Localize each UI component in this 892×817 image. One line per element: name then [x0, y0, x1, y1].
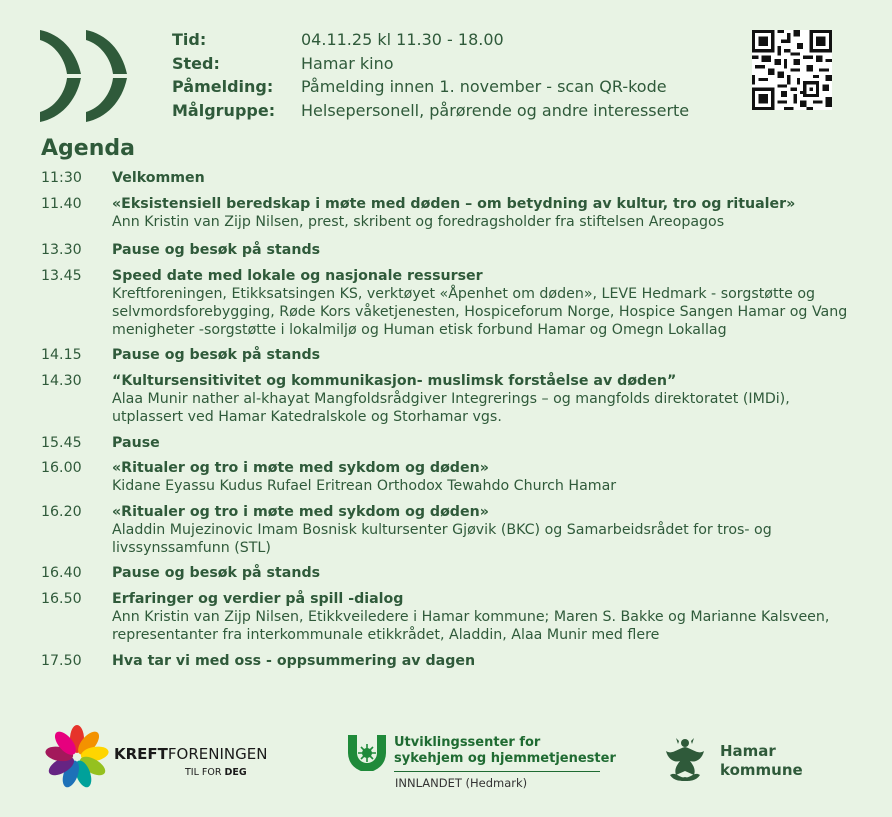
agenda-content	[112, 170, 851, 188]
agenda-item	[41, 591, 851, 644]
agenda-content	[112, 591, 851, 644]
agenda-content	[112, 565, 851, 583]
agenda-time: 11:30	[41, 170, 82, 186]
agenda-heading: Agenda	[41, 136, 135, 161]
kreftforeningen-logo-text: KREFTFORENINGEN	[114, 745, 268, 763]
agenda-item	[41, 435, 851, 453]
agenda-item	[41, 170, 851, 188]
agenda-description: Ann Kristin van Zijp Nilsen, prest, skribent og foredragsholder fra stiftelsen Areopagos	[112, 213, 725, 230]
agenda-title: Pause og besøk på stands	[112, 565, 321, 582]
agenda-title: «Ritualer og tro i møte med sykdom og døden»	[112, 460, 489, 477]
info-label: Sted:	[172, 53, 220, 73]
agenda-title: Speed date med lokale og nasjonale ressurser	[112, 268, 483, 285]
info-label: Tid:	[172, 30, 207, 49]
agenda-time: 13.45	[41, 268, 82, 285]
agenda-time: 15.45	[41, 434, 82, 451]
agenda-time: 16.20	[41, 503, 82, 520]
agenda-item	[41, 504, 851, 557]
event-logo-mark	[40, 30, 132, 122]
agenda-title: Pause og besøk på stands	[112, 347, 321, 364]
agenda-item	[41, 565, 851, 583]
info-value: Helsepersonell, pårørende og andre interesserte	[301, 100, 690, 120]
agenda-title: Velkommen	[112, 170, 205, 186]
agenda-title: “Kultursensitivitet og kommunikasjon- muslimsk forståelse av døden”	[112, 373, 677, 390]
agenda-content	[112, 268, 851, 339]
agenda-description: Ann Kristin van Zijp Nilsen, Etikkveiledere i Hamar kommune; Maren S. Bakke og Marianne Kalsveen, representanter fra interkommunale etikkrådet, Aladdin, Alaa Munir med flere	[112, 608, 830, 643]
agenda-content	[112, 460, 851, 496]
info-value: Hamar kino	[301, 53, 394, 73]
agenda-item	[41, 196, 851, 232]
info-row-place	[172, 52, 689, 76]
kreftforeningen-flower-icon	[44, 724, 110, 790]
agenda-description: Kidane Eyassu Kudus Rufael Eritrean Orthodox Tewahdo Church Hamar	[112, 478, 617, 495]
agenda-list	[41, 170, 851, 670]
agenda-time: 17.50	[41, 652, 82, 669]
agenda-time: 14.15	[41, 347, 82, 364]
agenda-title: Pause	[112, 434, 160, 451]
qr-code[interactable]	[752, 30, 832, 110]
agenda-item	[41, 268, 851, 339]
event-info	[172, 28, 689, 122]
agenda-time: 16.40	[41, 565, 82, 582]
agenda-item	[41, 242, 851, 260]
kreftforeningen-tagline: TIL FOR DEG	[185, 767, 247, 778]
agenda-time: 14.30	[41, 373, 82, 390]
agenda-content	[112, 196, 851, 232]
agenda-item	[41, 653, 851, 671]
agenda-content	[112, 373, 851, 426]
agenda-title: Hva tar vi med oss - oppsummering av dagen	[112, 652, 476, 669]
agenda-time: 16.50	[41, 591, 82, 608]
info-row-audience	[172, 99, 689, 123]
hamar-kommune-logo-text: Hamar kommune	[720, 742, 803, 779]
agenda-description: Kreftforeningen, Etikksatsingen KS, verktøyet «Åpenhet om døden», LEVE Hedmark - sorgstøtte og selvmordsforebygging, Røde Kors våketjenesten, Hospiceforum Norge, Hospice Sangen Hamar og Vang menigheter -sorgstøtte i lokalmiljø og Human etisk forbund Hamar og Omegn Lokallag	[112, 285, 848, 338]
agenda-description: Aladdin Mujezinovic Imam Bosnisk kultursenter Gjøvik (BKC) og Samarbeidsrådet for tros- og livssynssamfunn (STL)	[112, 521, 772, 556]
info-row-time	[172, 28, 689, 52]
utviklingssenter-logo-text: Utviklingssenter for sykehjem og hjemmetjenester	[394, 735, 616, 766]
agenda-title: «Eksistensiell beredskap i møte med døden – om betydning av kultur, tro og ritualer»	[112, 195, 796, 212]
agenda-content	[112, 504, 851, 557]
agenda-time: 11.40	[41, 195, 82, 212]
agenda-item	[41, 347, 851, 365]
agenda-title: «Ritualer og tro i møte med sykdom og døden»	[112, 503, 489, 520]
agenda-content	[112, 435, 851, 453]
info-value: Påmelding innen 1. november - scan QR-kode	[301, 77, 667, 96]
agenda-time: 16.00	[41, 460, 82, 477]
agenda-item	[41, 460, 851, 496]
hamar-coat-of-arms-icon	[662, 737, 708, 783]
agenda-item	[41, 373, 851, 426]
agenda-content	[112, 242, 851, 260]
info-row-registration	[172, 75, 689, 99]
info-label: Målgruppe:	[172, 100, 276, 120]
agenda-description: Alaa Munir nather al-khayat Mangfoldsrådgiver Integrerings – og mangfolds direktoratet (IMDi), utplassert ved Hamar Katedralskole og Storhamar vgs.	[112, 390, 790, 425]
footer-logos	[0, 715, 892, 817]
info-label: Påmelding:	[172, 77, 274, 96]
agenda-title: Pause og besøk på stands	[112, 242, 321, 259]
agenda-content	[112, 347, 851, 365]
agenda-title: Erfaringer og verdier på spill -dialog	[112, 591, 404, 608]
utviklingssenter-region: INNLANDET (Hedmark)	[395, 776, 528, 790]
agenda-time: 13.30	[41, 242, 82, 259]
divider	[394, 771, 600, 772]
utviklingssenter-icon	[348, 735, 386, 771]
info-value: 04.11.25 kl 11.30 - 18.00	[301, 30, 504, 49]
agenda-content	[112, 653, 851, 671]
